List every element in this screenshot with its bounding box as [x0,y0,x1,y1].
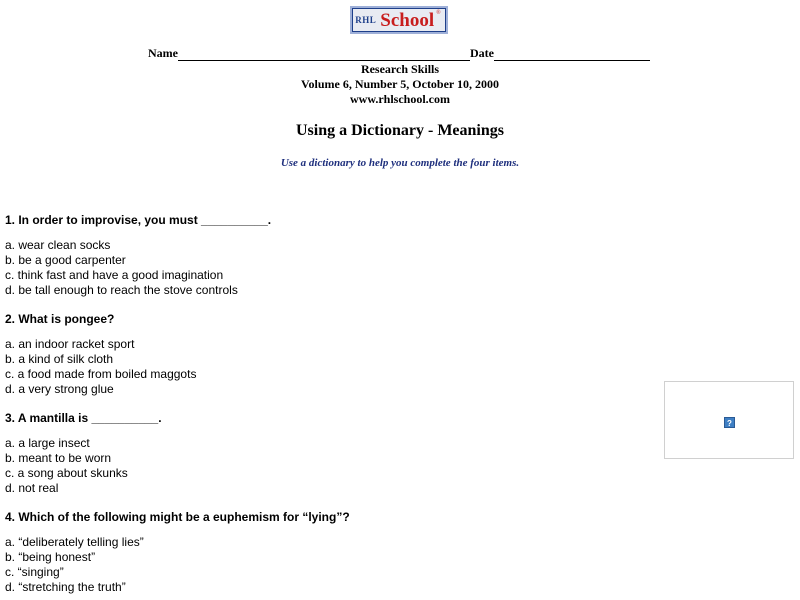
option-4c: c. “singing” [5,565,64,579]
question-2-options [5,337,196,397]
option-1a: a. wear clean socks [5,238,111,252]
website-line[interactable]: www.rhlschool.com [350,92,450,106]
rhl-school-logo [352,8,446,32]
date-label: Date [470,46,494,60]
logo-rhl-text: RHL [355,15,377,25]
broken-image-icon: ? [724,417,735,428]
question-1-options [5,238,238,298]
option-3d: d. not real [5,481,59,495]
question-4: 4. Which of the following might be a euphemism for “lying”? [5,510,350,524]
logo-school-text: School [380,9,435,31]
instructions: Use a dictionary to help you complete the four items. [280,157,520,169]
option-1b: b. be a good carpenter [5,253,126,267]
issue-line: Volume 6, Number 5, October 10, 2000 [300,77,500,91]
name-date-line [148,46,650,61]
question-3: 3. A mantilla is __________. [5,411,162,425]
option-3b: b. meant to be worn [5,451,112,465]
logo-trademark: ® [436,10,441,16]
option-4a: a. “deliberately telling lies” [5,535,144,549]
question-1: 1. In order to improvise, you must __________. [5,213,272,227]
option-4b: b. “being honest” [5,550,96,564]
page-title: Using a Dictionary - Meanings [296,122,504,139]
option-2d: d. a very strong glue [5,382,114,396]
name-blank-line [178,47,470,61]
question-3-options [5,436,128,496]
name-label: Name [148,46,178,60]
option-2a: a. an indoor racket sport [5,337,135,351]
question-2: 2. What is pongee? [5,312,115,326]
option-3a: a. a large insect [5,436,90,450]
date-blank-line [494,47,650,61]
ad-placeholder[interactable] [664,381,794,459]
option-2b: b. a kind of silk cloth [5,352,114,366]
option-1d: d. be tall enough to reach the stove controls [5,283,238,297]
option-3c: c. a song about skunks [5,466,128,480]
question-4-options [5,535,144,595]
subject-heading: Research Skills [360,62,440,76]
option-1c: c. think fast and have a good imagination [5,268,224,282]
option-2c: c. a food made from boiled maggots [5,367,197,381]
option-4d: d. “stretching the truth” [5,580,126,594]
